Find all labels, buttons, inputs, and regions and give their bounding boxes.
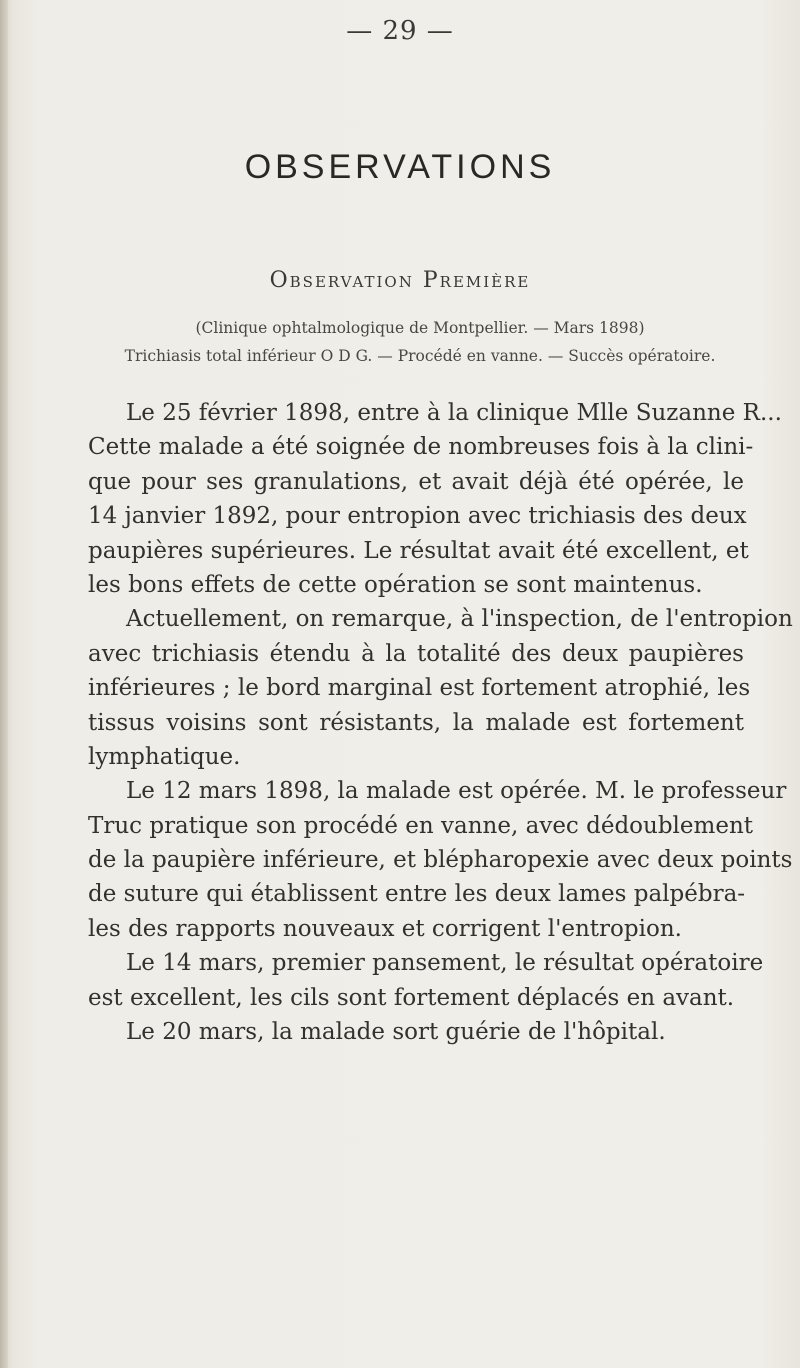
body-line: Le 20 mars, la malade sort guérie de l'hôpital. xyxy=(126,1019,666,1046)
body-line: Le 14 mars, premier pansement, le résultat opératoire xyxy=(126,950,764,977)
section-title: OBSERVATIONS xyxy=(244,148,556,186)
page-spine-shadow xyxy=(0,0,8,1368)
body-line: Le 25 février 1898, entre à la clinique Mlle Suzanne R... xyxy=(126,400,782,426)
body-line: les des rapports nouveaux et corrigent l'entropion. xyxy=(88,915,682,942)
body-line: Actuellement, on remarque, à l'inspection, de l'entropion xyxy=(126,606,793,633)
body-line: que pour ses granulations, et avait déjà été opérée, le xyxy=(88,468,744,495)
body-line: de suture qui établissent entre les deux lames palpébra- xyxy=(88,881,746,908)
body-line: Truc pratique son procédé en vanne, avec dédoublement xyxy=(88,812,754,839)
body-line: est excellent, les cils sont fortement déplacés en avant. xyxy=(88,984,735,1011)
body-line: tissus voisins sont résistants, la malade est fortement xyxy=(88,709,744,736)
body-line: 14 janvier 1892, pour entropion avec trichiasis des deux xyxy=(88,503,747,530)
body-line: Le 12 mars 1898, la malade est opérée. M. le professeur xyxy=(126,778,787,805)
body-line: lymphatique. xyxy=(88,743,241,770)
body-line: paupières supérieures. Le résultat avait été excellent, et xyxy=(88,537,749,564)
clinic-reference: (Clinique ophtalmologique de Montpellier. — Mars 1898) xyxy=(195,319,645,337)
observation-body xyxy=(88,396,793,1049)
page-number: — 29 — xyxy=(346,16,454,46)
body-line: de la paupière inférieure, et blépharopexie avec deux points xyxy=(88,847,793,874)
body-line: Cette malade a été soignée de nombreuses fois à la clini- xyxy=(88,434,754,461)
body-line: inférieures ; le bord marginal est fortement atrophié, les xyxy=(88,675,751,702)
case-summary: Trichiasis total inférieur O D G. — Procédé en vanne. — Succès opératoire. xyxy=(124,347,716,365)
observation-title: Observation Première xyxy=(269,268,531,293)
body-line: les bons effets de cette opération se sont maintenus. xyxy=(88,571,703,598)
body-line: avec trichiasis étendu à la totalité des deux paupières xyxy=(88,640,744,667)
